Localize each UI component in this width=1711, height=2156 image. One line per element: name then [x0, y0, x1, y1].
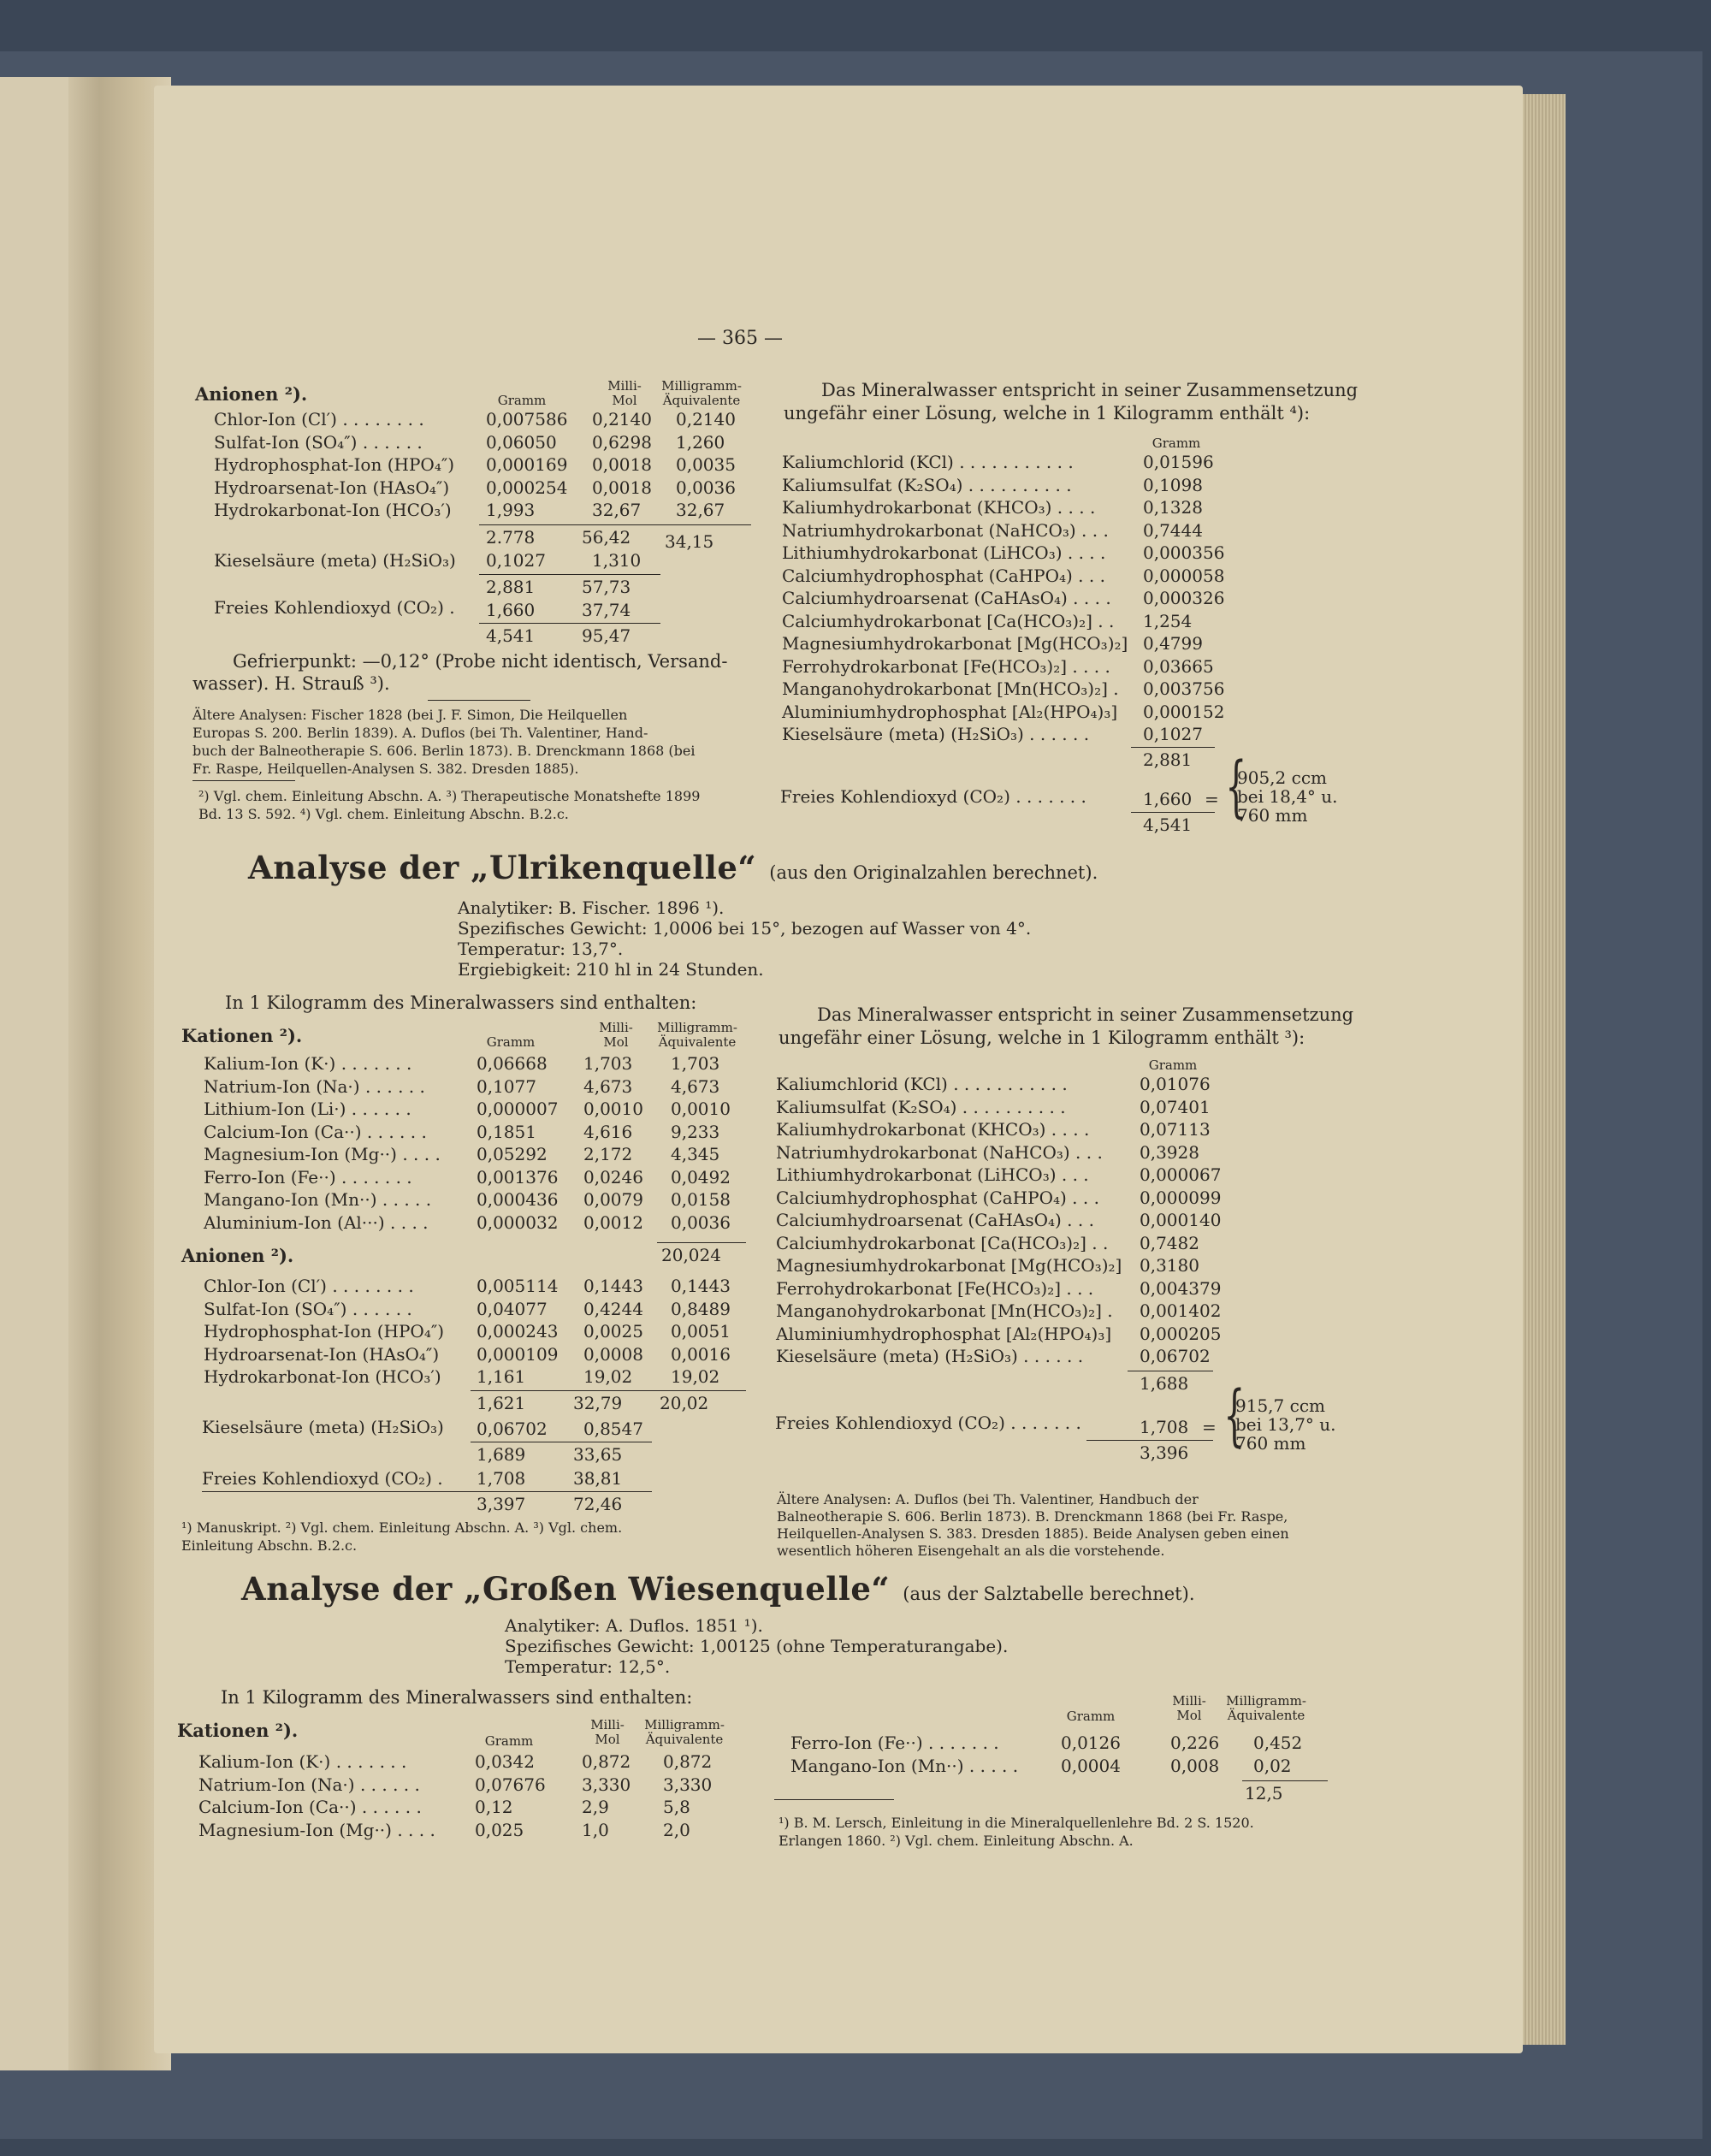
gas-volume	[1235, 1396, 1336, 1453]
kation-gramm: 0,05292	[477, 1144, 548, 1164]
rule	[1131, 747, 1215, 748]
salt-gramm: 0,01596	[1143, 452, 1214, 472]
rule	[428, 700, 530, 701]
kation-aeq: 0,02	[1253, 1755, 1292, 1776]
salt-name: Lithiumhydrokarbonat (LiHCO₃) . . .	[776, 1164, 1089, 1185]
gas-volume	[1237, 768, 1338, 825]
kation-sum: 12,5	[1245, 1783, 1283, 1804]
col-millimol: Milli- Mol	[1172, 1693, 1206, 1723]
analysis-meta	[458, 897, 1031, 980]
page-number: — 365 —	[697, 328, 783, 349]
rule	[657, 1242, 746, 1243]
rule	[1242, 1780, 1328, 1781]
anion-aeq	[671, 1275, 731, 1389]
salt-name: Calciumhydroarsenat (CaHAsO₄) . . .	[776, 1210, 1094, 1230]
anion-name: Hydrokarbonat-Ion (HCO₃′)	[204, 1366, 441, 1387]
ion-aeq: 0,0036	[676, 477, 736, 498]
kation-mol: 0,872	[582, 1751, 631, 1772]
col-aequivalente: Milligramm- Äquivalente	[1226, 1693, 1306, 1723]
salt-gramm: 0,000067	[1140, 1164, 1222, 1185]
rule	[479, 524, 751, 525]
kation-gramm: 0,1851	[477, 1121, 536, 1142]
gas-line: bei 18,4° u.	[1237, 786, 1338, 807]
salt-name: Kieselsäure (meta) (H₂SiO₃) . . . . . .	[776, 1346, 1084, 1366]
total: 3,396	[1140, 1442, 1189, 1463]
kation-mol: 0,008	[1170, 1755, 1220, 1776]
anion-name: Sulfat-Ion (SO₄″) . . . . . .	[204, 1298, 412, 1319]
kiesel-mol: 1,310	[592, 550, 642, 571]
section-title-text: Analyse der „Großen Wiesenquelle“	[241, 1570, 891, 1608]
left-page-edge	[0, 77, 68, 2070]
co2-name: Freies Kohlendioxyd (CO₂) .	[214, 597, 455, 618]
kation-mol-right	[1170, 1732, 1219, 1777]
anion-gramm	[477, 1275, 558, 1389]
kation-gramm: 0,07676	[475, 1774, 546, 1795]
anionen-heading: Anionen ²).	[195, 383, 308, 405]
col-gramm: Gramm	[1148, 1057, 1198, 1073]
salt-sum: 1,688	[1140, 1373, 1189, 1394]
kation-mol: 0,226	[1170, 1732, 1220, 1753]
footnotes	[181, 1519, 622, 1555]
kation-gramm: 0,001376	[477, 1166, 559, 1188]
section-title	[248, 849, 1098, 886]
ion-gramm: 1,993	[486, 500, 536, 520]
aeltere-line: Balneotherapie S. 606. Berlin 1873). B. Drenckmann 1868 (bei Fr. Raspe,	[777, 1508, 1288, 1525]
anion-name: Hydroarsenat-Ion (HAsO₄″)	[204, 1343, 440, 1365]
intro-line1: Das Mineralwasser entspricht in seiner Zusammensetzung	[817, 1004, 1354, 1025]
gefrierpunkt-cont: wasser). H. Strauß ³).	[192, 673, 390, 694]
section-title	[241, 1570, 1195, 1608]
salt-gramm: 0,001402	[1140, 1300, 1222, 1321]
aeltere-line: Ältere Analysen: A. Duflos (bei Th. Valentiner, Handbuch der	[777, 1491, 1199, 1507]
salt-gramm: 0,3180	[1140, 1255, 1199, 1276]
kation-gramm	[475, 1750, 546, 1841]
aeltere-line: wesentlich höheren Eisengehalt an als die vorstehende.	[777, 1543, 1165, 1559]
kation-names	[204, 1052, 441, 1234]
salt-name: Calciumhydrophosphat (CaHPO₄) . . .	[782, 565, 1105, 586]
salt-name: Kaliumhydrokarbonat (KHCO₃) . . . .	[782, 497, 1096, 518]
anion-name: Hydrophosphat-Ion (HPO₄″)	[204, 1321, 445, 1342]
meta-line: Spezifisches Gewicht: 1,0006 bei 15°, bezogen auf Wasser von 4°.	[458, 918, 1032, 939]
meta-line: Ergiebigkeit: 210 hl in 24 Stunden.	[458, 959, 764, 980]
sum1-g: 1,621	[477, 1393, 526, 1413]
meta-line: Analytiker: B. Fischer. 1896 ¹).	[458, 897, 725, 918]
footnote-line: Erlangen 1860. ²) Vgl. chem. Einleitung Abschn. A.	[779, 1833, 1134, 1849]
anion-aeq: 0,0051	[671, 1321, 731, 1342]
co2-mol: 37,74	[582, 600, 631, 620]
ion-name: Hydrophosphat-Ion (HPO₄″)	[214, 454, 455, 475]
ion-mol: 0,0018	[592, 477, 652, 498]
salt-name: Kaliumsulfat (K₂SO₄) . . . . . . . . . .	[776, 1096, 1066, 1117]
col-gramm: Gramm	[484, 1733, 534, 1749]
co2-name: Freies Kohlendioxyd (CO₂) .	[202, 1468, 443, 1489]
kationen-heading: Kationen ²).	[181, 1025, 303, 1046]
kation-mol: 1,0	[582, 1819, 609, 1840]
col-gramm: Gramm	[486, 1034, 536, 1050]
footnotes	[779, 1814, 1254, 1850]
salt-gramm: 0,03665	[1143, 655, 1214, 677]
salt-gramm: 0,003756	[1143, 678, 1225, 699]
sum1-aeq: 20,02	[660, 1393, 709, 1413]
ion-gramm	[486, 408, 567, 522]
aeltere-analysen	[192, 706, 696, 778]
kation-gramm: 0,000436	[477, 1189, 559, 1210]
kation-gramm: 0,12	[475, 1797, 513, 1817]
sum2-g: 2,881	[486, 577, 536, 597]
ion-mol: 0,6298	[592, 431, 652, 453]
kation-name: Aluminium-Ion (Al···) . . . .	[204, 1211, 429, 1233]
sum2-g: 1,689	[477, 1444, 526, 1465]
kation-gramm: 0,1077	[477, 1075, 536, 1097]
ion-names	[214, 408, 454, 522]
gas-line: 760 mm	[1237, 805, 1308, 826]
kation-gramm: 0,0004	[1061, 1755, 1121, 1776]
sum2-mol: 57,73	[582, 577, 631, 597]
kation-mol: 0,0246	[583, 1166, 643, 1188]
kation-aeq: 4,673	[671, 1075, 720, 1097]
kation-name: Mangano-Ion (Mn··) . . . . .	[790, 1755, 1019, 1776]
salt-name: Aluminiumhydrophosphat [Al₂(HPO₄)₃]	[782, 701, 1118, 722]
salt-gramm	[1140, 1073, 1221, 1368]
kation-name: Ferro-Ion (Fe··) . . . . . . .	[204, 1166, 412, 1188]
salt-name: Manganohydrokarbonat [Mn(HCO₃)₂] .	[782, 678, 1119, 699]
salt-gramm: 0,000152	[1143, 701, 1225, 722]
kation-aeq: 0,452	[1253, 1732, 1303, 1753]
in-1kg: In 1 Kilogramm des Mineralwassers sind enthalten:	[225, 992, 697, 1013]
kation-mol	[582, 1750, 631, 1841]
ion-gramm: 0,000169	[486, 454, 568, 475]
intro-line2: ungefähr einer Lösung, welche in 1 Kilogramm enthält ³):	[779, 1028, 1305, 1048]
salt-gramm: 0,004379	[1140, 1277, 1222, 1299]
salt-name: Kieselsäure (meta) (H₂SiO₃) . . . . . .	[782, 724, 1090, 744]
sum1-mol: 56,42	[582, 527, 631, 548]
salt-name: Calciumhydrokarbonat [Ca(HCO₃)₂] . .	[776, 1232, 1109, 1253]
salt-name: Natriumhydrokarbonat (NaHCO₃) . . .	[776, 1141, 1103, 1163]
anion-name: Chlor-Ion (Cl′) . . . . . . . .	[204, 1276, 414, 1296]
salt-gramm: 0,1098	[1143, 474, 1203, 495]
ion-name: Hydrokarbonat-Ion (HCO₃′)	[214, 500, 452, 520]
kation-gramm-right	[1061, 1732, 1121, 1777]
anion-mol: 0,1443	[583, 1276, 643, 1296]
meta-line: Spezifisches Gewicht: 1,00125 (ohne Temperaturangabe).	[505, 1636, 1009, 1656]
aeltere-line: buch der Balneotherapie S. 606. Berlin 1873). B. Drenckmann 1868 (bei	[192, 743, 696, 759]
sum2-mol: 33,65	[573, 1444, 623, 1465]
ion-mol: 0,0018	[592, 454, 652, 475]
aeltere-analysen	[777, 1491, 1289, 1560]
kation-name: Calcium-Ion (Ca··) . . . . . .	[198, 1797, 422, 1817]
ion-aeq: 1,260	[676, 431, 725, 453]
ion-gramm: 0,007586	[486, 409, 568, 429]
co2-g: 1,660	[486, 600, 536, 620]
anion-aeq: 19,02	[671, 1366, 720, 1387]
kation-sum: 20,024	[661, 1245, 721, 1265]
co2-name: Freies Kohlendioxyd (CO₂) . . . . . . .	[780, 786, 1086, 807]
ion-mol: 32,67	[592, 500, 642, 520]
kation-mol: 4,673	[583, 1075, 633, 1097]
equals: =	[1202, 1417, 1217, 1437]
kation-name: Natrium-Ion (Na·) . . . . . .	[204, 1075, 425, 1097]
anion-gramm: 0,000109	[477, 1343, 559, 1365]
kiesel-mol: 0,8547	[583, 1419, 643, 1439]
anion-names	[204, 1275, 444, 1389]
salt-name: Calciumhydrokarbonat [Ca(HCO₃)₂] . .	[782, 610, 1115, 631]
anion-aeq: 0,0016	[671, 1343, 731, 1365]
salt-name: Kaliumchlorid (KCl) . . . . . . . . . . .	[776, 1074, 1068, 1094]
salt-gramm	[1143, 451, 1224, 746]
anion-aeq: 0,1443	[671, 1276, 731, 1296]
kation-gramm: 0,0342	[475, 1751, 535, 1772]
kation-gramm: 0,025	[475, 1819, 524, 1840]
footnote-line: ¹) Manuskript. ²) Vgl. chem. Einleitung Abschn. A. ³) Vgl. chem.	[181, 1519, 623, 1536]
rule	[202, 1491, 652, 1492]
col-gramm: Gramm	[1066, 1709, 1116, 1724]
salt-sum: 2,881	[1143, 749, 1193, 770]
salt-gramm: 0,4799	[1143, 633, 1203, 654]
total: 4,541	[1143, 814, 1193, 835]
aeltere-line: Europas S. 200. Berlin 1839). A. Duflos (bei Th. Valentiner, Hand-	[192, 725, 648, 741]
rule	[479, 623, 660, 624]
salt-gramm: 0,01076	[1140, 1074, 1211, 1094]
rule	[192, 780, 295, 781]
anion-gramm: 0,005114	[477, 1276, 559, 1296]
salt-names	[776, 1073, 1122, 1368]
kation-aeq: 0,0036	[671, 1211, 731, 1233]
kation-aeq: 4,345	[671, 1144, 720, 1164]
sum1-g: 2.778	[486, 527, 536, 548]
salt-gramm: 0,000058	[1143, 565, 1225, 586]
kiesel-g: 0,06702	[477, 1419, 548, 1439]
sum3-g: 3,397	[477, 1494, 526, 1514]
salt-name: Kaliumhydrokarbonat (KHCO₃) . . . .	[776, 1119, 1090, 1140]
kation-aeq: 0,0492	[671, 1166, 731, 1188]
ion-mol: 0,2140	[592, 409, 652, 429]
anion-mol	[583, 1275, 643, 1389]
co2-name: Freies Kohlendioxyd (CO₂) . . . . . . .	[775, 1413, 1081, 1433]
kation-mol: 0,0010	[583, 1099, 643, 1119]
col-aequivalente: Milligramm- Äquivalente	[657, 1020, 737, 1050]
kation-name: Natrium-Ion (Na·) . . . . . .	[198, 1774, 420, 1795]
kiesel-name: Kieselsäure (meta) (H₂SiO₃)	[202, 1417, 444, 1437]
anion-mol: 0,4244	[583, 1298, 643, 1319]
kation-gramm: 0,000007	[477, 1099, 559, 1119]
aeltere-line: Ältere Analysen: Fischer 1828 (bei J. F. Simon, Die Heilquellen	[192, 707, 628, 723]
aeltere-line: Fr. Raspe, Heilquellen-Analysen S. 382. Dresden 1885).	[192, 761, 579, 777]
rule	[471, 1390, 746, 1391]
sum3-mol: 72,46	[573, 1494, 623, 1514]
anion-aeq: 0,8489	[671, 1298, 731, 1319]
footnotes	[198, 787, 700, 823]
intro-line2: ungefähr einer Lösung, welche in 1 Kilogramm enthält ⁴):	[784, 403, 1311, 424]
ion-name: Chlor-Ion (Cl′) . . . . . . . .	[214, 409, 424, 429]
ion-gramm: 0,000254	[486, 477, 568, 498]
co2-g: 1,708	[477, 1468, 526, 1489]
salt-name: Kaliumchlorid (KCl) . . . . . . . . . . .	[782, 452, 1074, 472]
kation-gramm: 0,0126	[1061, 1732, 1121, 1753]
rule	[774, 1799, 894, 1800]
col-millimol: Milli- Mol	[607, 378, 642, 408]
in-1kg: In 1 Kilogramm des Mineralwassers sind enthalten:	[221, 1687, 693, 1708]
salt-name: Calciumhydroarsenat (CaHAsO₄) . . . .	[782, 588, 1111, 608]
salt-gramm: 0,000099	[1140, 1187, 1222, 1208]
kation-gramm: 0,000032	[477, 1211, 559, 1233]
co2-mol: 38,81	[573, 1468, 623, 1489]
kation-mol: 0,0079	[583, 1189, 643, 1210]
kation-mol: 2,172	[583, 1144, 633, 1164]
rule	[479, 574, 660, 575]
col-millimol: Milli- Mol	[590, 1717, 625, 1747]
salt-gramm: 0,000140	[1140, 1210, 1222, 1230]
aeltere-line: Heilquellen-Analysen S. 383. Dresden 1885). Beide Analysen geben einen	[777, 1525, 1289, 1542]
kation-name: Kalium-Ion (K·) . . . . . . .	[204, 1053, 412, 1074]
salt-gramm: 0,1027	[1143, 724, 1203, 744]
kation-name: Lithium-Ion (Li·) . . . . . .	[204, 1099, 411, 1119]
gefrierpunkt: Gefrierpunkt: —0,12° (Probe nicht identisch, Versand-	[233, 651, 728, 672]
kiesel-name: Kieselsäure (meta) (H₂SiO₃)	[214, 550, 456, 571]
salt-gramm: 0,1328	[1143, 497, 1203, 518]
sum3-g: 4,541	[486, 625, 536, 646]
salt-gramm: 0,7482	[1140, 1232, 1199, 1253]
salt-name: Ferrohydrokarbonat [Fe(HCO₃)₂] . . .	[776, 1277, 1094, 1299]
salt-name: Kaliumsulfat (K₂SO₄) . . . . . . . . . .	[782, 474, 1072, 495]
kation-aeq	[663, 1750, 712, 1841]
kation-gramm	[477, 1052, 558, 1234]
salt-name: Lithiumhydrokarbonat (LiHCO₃) . . . .	[782, 542, 1106, 563]
kation-name: Mangano-Ion (Mn··) . . . . .	[204, 1189, 432, 1210]
salt-names	[782, 451, 1128, 746]
anion-mol: 0,0008	[583, 1343, 643, 1365]
salt-name: Natriumhydrokarbonat (NaHCO₃) . . .	[782, 519, 1109, 541]
footnote-line: Einleitung Abschn. B.2.c.	[181, 1537, 358, 1554]
col-aequivalente: Milligramm- Äquivalente	[661, 378, 742, 408]
co2-g: 1,660	[1143, 789, 1193, 809]
salt-gramm: 0,000326	[1143, 588, 1225, 608]
equals: =	[1205, 789, 1219, 809]
kation-aeq: 1,703	[671, 1053, 720, 1074]
salt-gramm: 0,07401	[1140, 1096, 1211, 1117]
kation-gramm: 0,06668	[477, 1053, 548, 1074]
kation-names	[198, 1750, 435, 1841]
analysis-meta	[505, 1615, 1008, 1677]
brace-icon: {	[1223, 1377, 1246, 1454]
kation-mol: 4,616	[583, 1121, 633, 1142]
salt-gramm: 0,000356	[1143, 542, 1225, 563]
kation-mol: 2,9	[582, 1797, 609, 1817]
anion-gramm: 0,04077	[477, 1298, 548, 1319]
meta-line: Temperatur: 13,7°.	[458, 939, 624, 959]
salt-name: Ferrohydrokarbonat [Fe(HCO₃)₂] . . . .	[782, 655, 1110, 677]
ion-gramm: 0,06050	[486, 431, 557, 453]
co2-g: 1,708	[1140, 1417, 1189, 1437]
anion-mol: 19,02	[583, 1366, 633, 1387]
kation-aeq: 2,0	[663, 1819, 690, 1840]
page-stack-edge	[1523, 94, 1566, 2045]
meta-line: Analytiker: A. Duflos. 1851 ¹).	[505, 1615, 763, 1636]
gas-line: 760 mm	[1235, 1433, 1306, 1454]
ion-aeq: 32,67	[676, 500, 725, 520]
ion-aeq	[676, 408, 736, 522]
col-gramm: Gramm	[497, 393, 547, 408]
kation-mol: 0,0012	[583, 1211, 643, 1233]
salt-name: Calciumhydrophosphat (CaHPO₄) . . .	[776, 1187, 1099, 1208]
col-gramm: Gramm	[1152, 435, 1201, 451]
kation-aeq: 5,8	[663, 1797, 690, 1817]
ion-mol	[592, 408, 652, 522]
footnote-line: ¹) B. M. Lersch, Einleitung in die Mineralquellenlehre Bd. 2 S. 1520.	[779, 1815, 1254, 1831]
kation-name: Ferro-Ion (Fe··) . . . . . . .	[790, 1732, 999, 1753]
kation-aeq: 0,0158	[671, 1189, 731, 1210]
gas-line: 905,2 ccm	[1237, 767, 1327, 788]
kation-names-right	[790, 1732, 1018, 1777]
brace-icon: {	[1225, 749, 1247, 826]
section-subtitle: (aus den Originalzahlen berechnet).	[769, 862, 1098, 883]
salt-gramm: 0,3928	[1140, 1141, 1199, 1163]
gas-line: bei 13,7° u.	[1235, 1414, 1336, 1435]
salt-name: Magnesiumhydrokarbonat [Mg(HCO₃)₂]	[776, 1255, 1122, 1276]
kation-aeq-right	[1253, 1732, 1302, 1777]
kation-mol	[583, 1052, 643, 1234]
intro-line1: Das Mineralwasser entspricht in seiner Zusammensetzung	[821, 380, 1359, 400]
sum1-aeq: 34,15	[665, 531, 714, 552]
salt-gramm: 1,254	[1143, 610, 1193, 631]
ion-name: Sulfat-Ion (SO₄″) . . . . . .	[214, 431, 423, 453]
kation-aeq: 0,872	[663, 1751, 713, 1772]
ion-aeq: 0,2140	[676, 409, 736, 429]
ion-name: Hydroarsenat-Ion (HAsO₄″)	[214, 477, 450, 498]
kation-name: Kalium-Ion (K·) . . . . . . .	[198, 1751, 407, 1772]
footnote-line: Bd. 13 S. 592. ⁴) Vgl. chem. Einleitung Abschn. B.2.c.	[198, 806, 569, 822]
kation-mol: 3,330	[582, 1774, 631, 1795]
kation-aeq: 3,330	[663, 1774, 713, 1795]
salt-gramm: 0,7444	[1143, 519, 1203, 541]
kation-name: Magnesium-Ion (Mg··) . . . .	[204, 1144, 441, 1164]
rule	[1131, 812, 1215, 813]
kationen-heading: Kationen ²).	[177, 1720, 299, 1741]
anion-mol: 0,0025	[583, 1321, 643, 1342]
salt-gramm: 0,07113	[1140, 1119, 1211, 1140]
anion-gramm: 0,000243	[477, 1321, 559, 1342]
sum3-mol: 95,47	[582, 625, 631, 646]
col-millimol: Milli- Mol	[599, 1020, 633, 1050]
anionen-heading: Anionen ²).	[181, 1245, 294, 1266]
col-aequivalente: Milligramm- Äquivalente	[644, 1717, 725, 1747]
footnote-line: ²) Vgl. chem. Einleitung Abschn. A. ³) Therapeutische Monatshefte 1899	[198, 788, 701, 804]
gas-line: 915,7 ccm	[1235, 1395, 1325, 1416]
kation-name: Calcium-Ion (Ca··) . . . . . .	[204, 1121, 427, 1142]
salt-gramm: 0,000205	[1140, 1323, 1222, 1344]
salt-name: Aluminiumhydrophosphat [Al₂(HPO₄)₃]	[776, 1323, 1112, 1344]
salt-gramm: 0,06702	[1140, 1346, 1211, 1366]
meta-line: Temperatur: 12,5°.	[505, 1656, 671, 1677]
kation-aeq	[671, 1052, 731, 1234]
kation-aeq: 9,233	[671, 1121, 720, 1142]
salt-name: Magnesiumhydrokarbonat [Mg(HCO₃)₂]	[782, 633, 1128, 654]
sum1-mol: 32,79	[573, 1393, 623, 1413]
kiesel-g: 0,1027	[486, 550, 546, 571]
kation-mol: 1,703	[583, 1053, 633, 1074]
kation-aeq: 0,0010	[671, 1099, 731, 1119]
section-title-text: Analyse der „Ulrikenquelle“	[248, 849, 757, 886]
salt-name: Manganohydrokarbonat [Mn(HCO₃)₂] .	[776, 1300, 1113, 1321]
anion-gramm: 1,161	[477, 1366, 526, 1387]
section-subtitle: (aus der Salztabelle berechnet).	[903, 1584, 1195, 1604]
ion-aeq: 0,0035	[676, 454, 736, 475]
rule	[1086, 1440, 1213, 1441]
kation-name: Magnesium-Ion (Mg··) . . . .	[198, 1819, 435, 1840]
